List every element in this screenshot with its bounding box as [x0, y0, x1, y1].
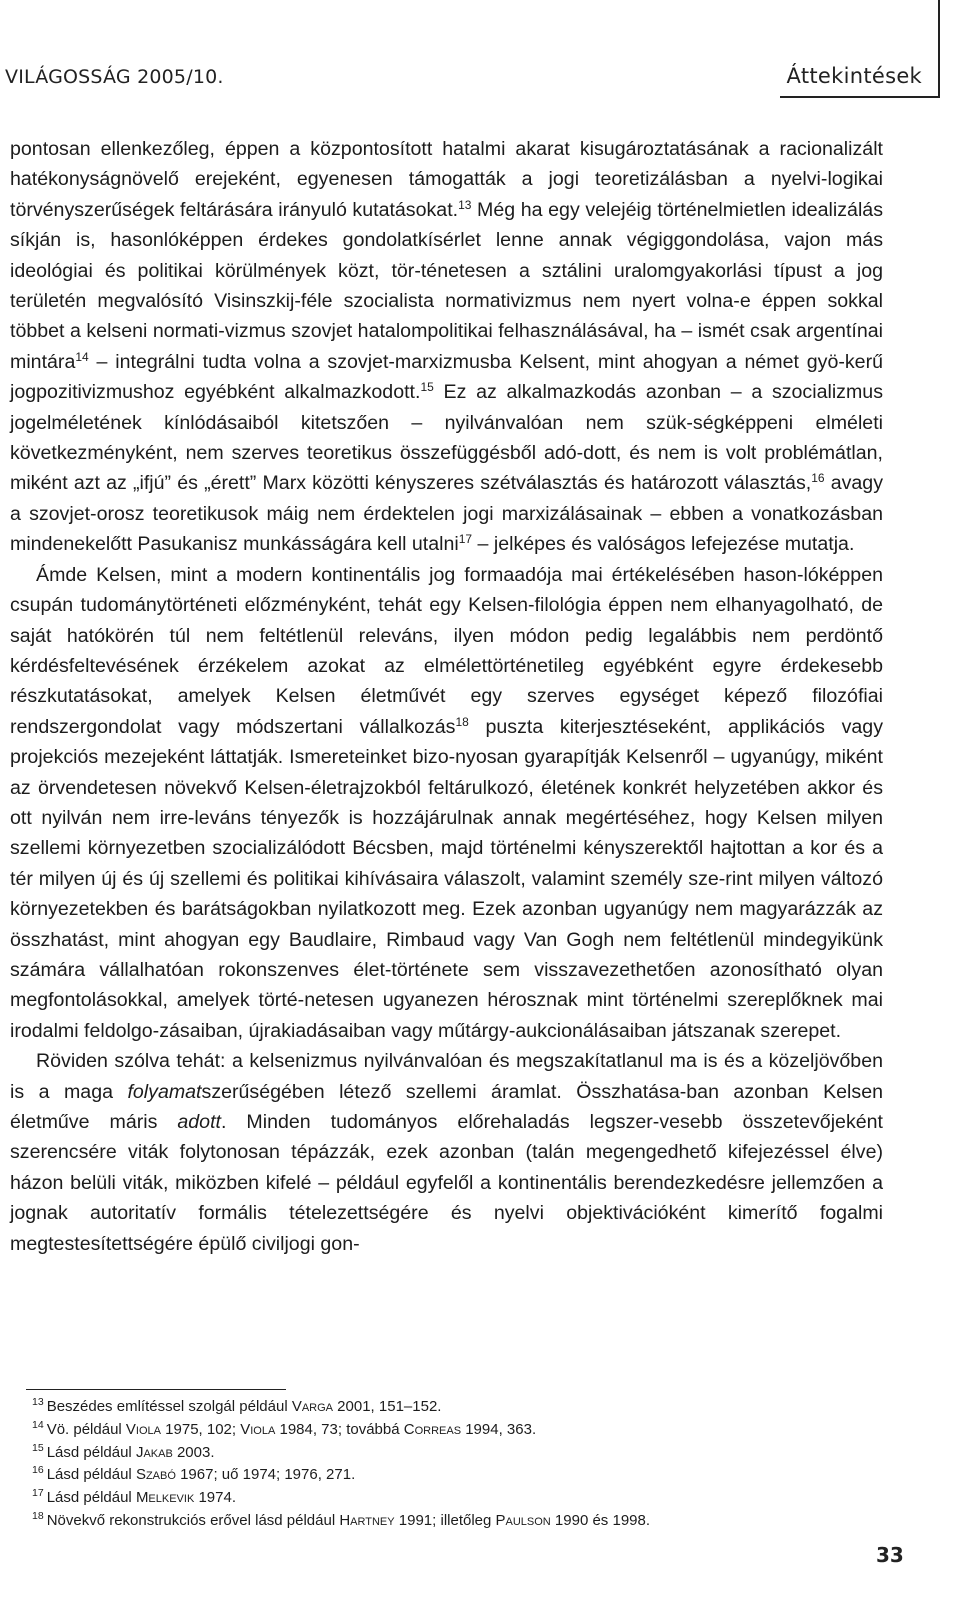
- text-run: avagy a szovjet-orosz teoretikusok máig nem érdektelen jogi marxizálásainak – ebben a vonatkozásban mindenekelőtt Pasukanisz munkásságára kell utalni: [10, 472, 883, 556]
- text-run: – jelképes és valóságos lefejezése mutatja.: [472, 533, 855, 556]
- author-name: Varga: [291, 1398, 334, 1415]
- footnote-text: 1974.: [194, 1489, 237, 1507]
- footnote-ref-13[interactable]: 13: [458, 197, 472, 212]
- footnote-text: 1991; illetőleg: [394, 1511, 496, 1529]
- page-header: [0, 0, 960, 100]
- footnote-number: 15: [32, 1441, 44, 1454]
- italic-emphasis: folyamat: [127, 1080, 202, 1103]
- footnote-number: 16: [32, 1464, 44, 1477]
- footnote-text: Növekvő rekonstrukciós erővel lásd például: [46, 1511, 340, 1529]
- footnote-text: 2001, 151–152.: [333, 1398, 442, 1415]
- text-run: Ámde Kelsen, mint a modern kontinentális jog formaadója mai értékelésében hason-lóképpen csupán tudománytörténeti előzményként, tehát egy Kelsen-filológia éppen nem elhanyagolható, de saját hatókörén túl nem feltétlenül releváns, ilyen módon pedig legalábbis nem perdöntő kérdésfeltevésének érzékelem azokat az elmélettörténetileg egyébként egyre érdekesebb részkutatásokat, amelyek Kelsen életművét egy szerves egységet képező filozófiai rendszergondolat vagy módszertani vállalkozás: [10, 563, 883, 738]
- footnote-number: 14: [32, 1418, 44, 1431]
- footnote-15: [32, 1442, 892, 1465]
- footnotes: [32, 1396, 892, 1533]
- footnote-17: [32, 1487, 892, 1510]
- author-name: Hartney: [339, 1511, 395, 1529]
- footnote-number: 13: [32, 1396, 44, 1408]
- section-title: Áttekintések: [786, 64, 922, 88]
- footnote-text: 1994, 363.: [461, 1420, 537, 1438]
- text-run: Ez az alkalmazkodás azonban – a szocializmus jogelméletének kínlódásaiból kitetszően – nyilvánvalóan nem szük-ségképpeni elméleti következményként, nem szerves teoretikus összefüggésből adó-dott, és nem is volt problémátlan, miként azt az „ifjú” és „érett” Marx közötti kényszeres szétválasztás és határozott választás,: [10, 381, 883, 495]
- text-run: – integrálni tudta volna a szovjet-marxizmusba Kelsent, mint ahogyan a német gyö-kerű jogpozitivizmushoz egyébként alkalmazkodott.: [10, 350, 883, 404]
- footnote-text: 2003.: [172, 1443, 215, 1461]
- text-run: puszta kiterjesztéseként, applikációs vagy projekciós mezejeként láttatják. Ismereteinket bizo-nyosan gyarapítják Kelsenről – ugyanúgy, miként az örvendetesen növekvő Kelsen-életrajzokból feltárulkozó, életének konkrét helyzetében akkor és ott nyilván nem irre-leváns tényezők is hozzájárulnak annak megértéséhez, hogy Kelsen milyen szellemi környezetben szocializálódott Bécsben, majd történelmi kényszerektől hajtottan a kor és a tér milyen új és új szellemi és politikai kihívásaira válaszolt, valamint személy sze-rint milyen változó környezetekben és barátságokban nyilatkozott meg. Ezek azonban ugyanúgy nem magyarázzák az összhatást, mint ahogyan egy Baudlaire, Rimbaud vagy Van Gogh nem feltétlenül mindegyikünk számára vállalhatóan rokonszenves élet-története sem visszavezethetően azonosítható olyan megfontolásokkal, amelyek törté-netesen ugyanezen hérosznak mint történelmi szereplőknek mai irodalmi feldolgo-zásaiban, újrakiadásaiban vagy műtárgy-aukcionálásaiban játszanak szerepet.: [10, 715, 883, 1042]
- footnote-text: Lásd például: [46, 1443, 136, 1461]
- italic-emphasis: adott: [177, 1111, 221, 1133]
- text-run: Röviden szólva tehát: a kelsenizmus nyilvánvalóan és megszakítatlanul ma is és a közeljövőben is a maga: [10, 1050, 883, 1103]
- page-number: 33: [876, 1543, 904, 1567]
- footnote-number: 17: [32, 1487, 44, 1500]
- author-name: Viola: [240, 1420, 276, 1438]
- footnote-ref-15[interactable]: 15: [420, 380, 434, 395]
- footnote-text: 1967; uő 1974; 1976, 271.: [175, 1466, 356, 1484]
- footnote-text: Lásd például: [46, 1489, 136, 1507]
- article-body: [10, 134, 883, 1259]
- author-name: Melkevik: [135, 1489, 195, 1507]
- header-rule-horizontal: [780, 96, 940, 98]
- author-name: Correas: [403, 1420, 462, 1438]
- text-run: szerűségében létező szellemi áramlat. Összhatása-ban azonban Kelsen életműve máris: [10, 1080, 883, 1133]
- author-name: Szabó: [135, 1466, 176, 1484]
- author-name: Paulson: [495, 1511, 551, 1529]
- footnote-ref-17[interactable]: 17: [458, 532, 473, 547]
- footnote-ref-18[interactable]: 18: [455, 714, 469, 729]
- text-run: Még ha egy velejéig történelmietlen idealizálás síkján is, hasonlóképpen érdekes gondolatkísérlet lenne annak végiggondolása, vajon más ideológiai és politikai körülmények közt, tör-ténetesen a sztálini uralomgyakorlási típust a jog területén megvalósító Visinszkij-féle szocialista normativizmus nem nyert volna-e éppen sokkal többet a kelseni normati-vizmus szovjet hatalompolitikai felhasználásával, ha – ismét csak argentínai mintára: [10, 198, 883, 373]
- footnote-text: 1984, 73; továbbá: [275, 1420, 404, 1438]
- footnote-text: 1975, 102;: [161, 1420, 241, 1438]
- footnote-ref-16[interactable]: 16: [811, 471, 825, 486]
- journal-title: VILÁGOSSÁG 2005/10.: [5, 66, 224, 88]
- text-run: pontosan ellenkezőleg, éppen a központosított hatalmi akarat kisugároztatásának a racionalizált hatékonyságnövelő erejeként, egyenesen támogatták a jogi teoretizálásban a nyelvi-logikai törvényszerűségek feltárására irányuló kutatásokat.: [10, 138, 883, 221]
- footnote-14: [32, 1419, 892, 1442]
- footnote-ref-14[interactable]: 14: [75, 349, 89, 364]
- paragraph-3: [10, 1046, 883, 1259]
- footnote-16: [32, 1464, 892, 1487]
- author-name: Jakab: [135, 1443, 173, 1461]
- footnote-number: 18: [32, 1509, 44, 1522]
- header-rule-vertical: [938, 0, 940, 98]
- paragraph-2: [10, 560, 883, 1047]
- footnote-text: Beszédes említéssel szolgál például: [46, 1398, 292, 1415]
- footnote-separator: [26, 1389, 286, 1390]
- footnote-13: [32, 1396, 892, 1419]
- footnote-text: Vö. például: [46, 1420, 126, 1438]
- footnote-text: 1990 és 1998.: [550, 1511, 651, 1529]
- footnote-text: Lásd például: [46, 1466, 136, 1484]
- footnote-18: [32, 1510, 892, 1533]
- paragraph-1: [10, 134, 883, 560]
- author-name: Viola: [125, 1420, 161, 1438]
- text-run: . Minden tudományos előrehaladás legszer-vesebb összetevőjeként szerencsére viták folytonosan tépázzák, ezek azonban (talán megengedhető kifejezéssel élve) házon belüli viták, miközben kifelé – például egyfelől a kontinentális berendezkedésre jellemzően a jognak autoritatív formális tételezettségére és nyelvi objektivációként kimerítő fogalmi megtestesítettségére épülő civiljogi gon-: [10, 1111, 883, 1255]
